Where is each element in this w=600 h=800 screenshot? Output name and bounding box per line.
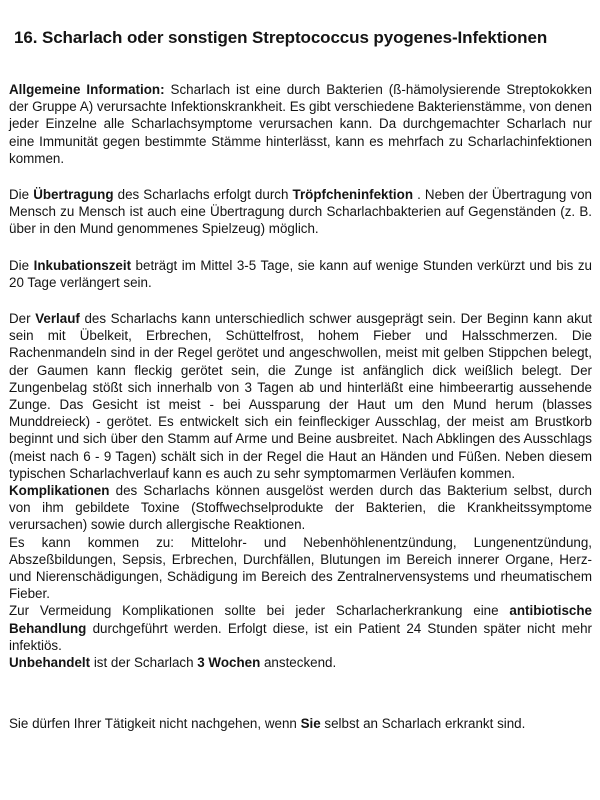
paragraph-course (9, 310, 592, 482)
text-transmission-c: . Neben der Übertragung von Mensch zu Mensch ist auch eine Übertragung durch Scharlachbakterien auf Gegenständen (z. B. über in den Mund genommenes Spielzeug) möglich. (9, 187, 592, 237)
label-general-information: Allgemeine Information: (9, 82, 165, 97)
paragraph-general-information (9, 81, 592, 167)
paragraph-complication-list (9, 534, 592, 603)
paragraph-incubation (9, 257, 592, 291)
text-incubation-a: Die (9, 257, 34, 273)
text-untreated-b: ansteckend. (260, 655, 337, 671)
document-body (9, 81, 592, 733)
label-antibiotic-treatment: antibiotische Behandlung (9, 603, 592, 636)
text-untreated-a: ist der Scharlach (90, 655, 198, 671)
section-heading: 16. Scharlach oder sonstigen Streptococcus pyogenes-Infektionen (14, 28, 548, 47)
text-transmission-b: des Scharlachs erfolgt durch (113, 187, 293, 203)
paragraph-work-restriction (9, 715, 592, 732)
label-incubation-period: Inkubationszeit (33, 257, 132, 273)
text-incubation-b: beträgt im Mittel 3-5 Tage, sie kann auf wenige Stunden verkürzt und bis zu 20 Tage verlängert sein. (9, 257, 592, 290)
text-general-information: Scharlach ist eine durch Bakterien (ß-hämolysierende Streptokokken der Gruppe A) verursachte Infektionskrankheit. Es gibt verschiedene Bakterienstämme, von denen jeder Einzelne alle Scharlachsymptome verursachen kann. Da durchgemachter Scharlach nur eine Immunität gegen bestimmte Stämme hinterlässt, kann es mehrfach zu Scharlachinfektionen kommen. (9, 82, 592, 166)
label-complications: Komplikationen (9, 483, 110, 499)
text-transmission-a: Die (9, 187, 34, 203)
text-work-restriction-b: selbst an Scharlach erkrankt sind. (320, 716, 526, 732)
text-complications: des Scharlachs können ausgelöst werden durch das Bakterium selbst, durch von ihm gebildete Toxine (Stoffwechselprodukte der Bakterien, die Krankheitssymptome verursachen) sowie durch allergische Reaktionen. (9, 483, 592, 533)
text-complication-list: Es kann kommen zu: Mittelohr- und Nebenhöhlenentzündung, Lungenentzündung, Abszeßbildungen, Sepsis, Erbrechen, Durchfällen, Blutungen im Bereich innerer Organe, Herz- und Nierenschädigungen, Schädigung im Bereich des Zentralnervensystems und rheumatischem Fieber. (9, 534, 592, 602)
paragraph-transmission (9, 186, 592, 238)
paragraph-untreated (9, 654, 592, 671)
text-treatment-b: durchgeführt werden. Erfolgt diese, ist ein Patient 24 Stunden später nicht mehr infektiös. (9, 620, 592, 653)
label-untreated: Unbehandelt (9, 655, 91, 671)
text-course-b: des Scharlachs kann unterschiedlich schwer ausgeprägt sein. Der Beginn kann akut sein mit Übelkeit, Erbrechen, Schüttelfrost, hohem Fieber und Halsschmerzen. Die Rachenmandeln sind in der Regel gerötet und angeschwollen, meist mit gelben Stippchen belegt, der Gaumen kann fleckig gerötet sein, die Zunge ist anfänglich dick weißlich belegt. Der Zungenbelag stößt sich innerhalb von 3 Tagen ab und hinterläßt eine himbeerartig aussehende Zunge. Das Gesicht ist meist - bei Aussparung der Haut um den Mund herum (blasses Munddreieck) - gerötet. Es entwickelt sich ein feinfleckiger Ausschlag, der meist am Brustkorb beginnt und sich über den Stamm auf Arme und Beine ausbreitet. Nach Abklingen des Ausschlags (meist nach 6 - 9 Tagen) schält sich in der Regel die Haut an Händen und Füßen. Neben diesem typischen Scharlachverlauf kann es auch zu sehr symptomarmen Verläufen kommen. (9, 311, 592, 481)
label-course: Verlauf (35, 311, 80, 327)
paragraph-treatment (9, 602, 592, 654)
paragraph-complications (9, 482, 592, 534)
text-course-a: Der (9, 311, 36, 327)
label-droplet-infection: Tröpfcheninfektion (292, 187, 414, 203)
text-treatment-a: Zur Vermeidung Komplikationen sollte bei jeder Scharlacherkrankung eine (9, 603, 510, 619)
text-work-restriction-a: Sie dürfen Ihrer Tätigkeit nicht nachgehen, wenn (9, 716, 301, 732)
label-you: Sie (300, 716, 321, 732)
label-transmission: Übertragung (33, 187, 114, 203)
label-three-weeks: 3 Wochen (197, 655, 261, 671)
